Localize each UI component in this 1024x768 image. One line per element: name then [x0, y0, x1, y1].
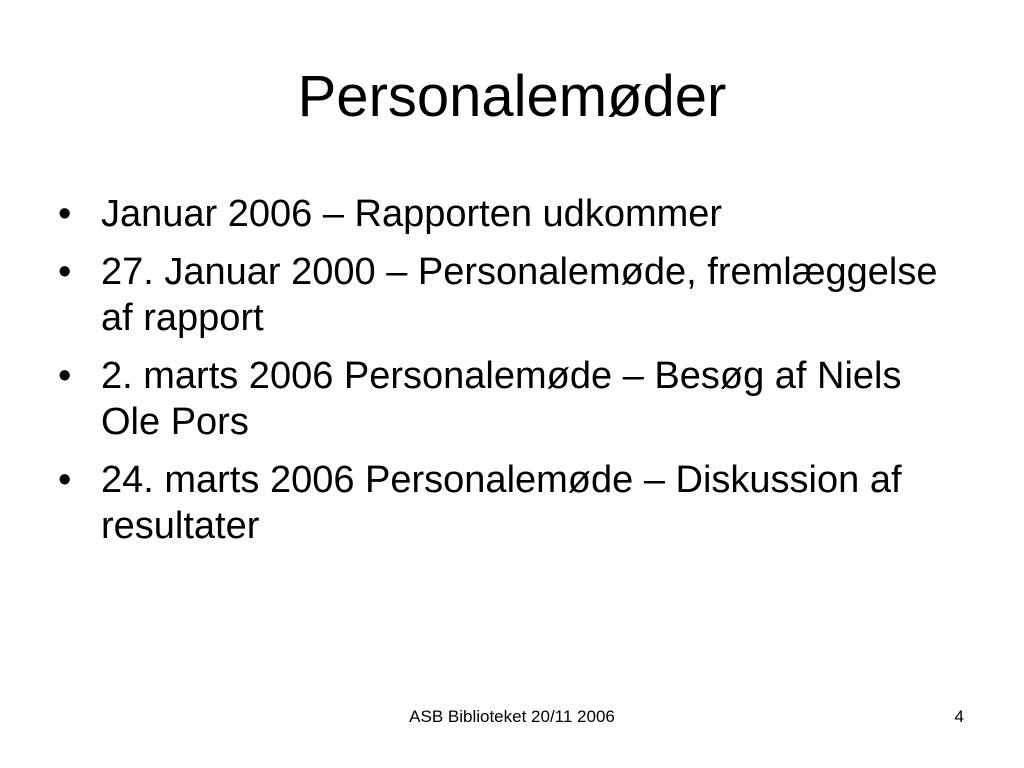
bullet-text: Januar 2006 – Rapporten udkommer — [101, 193, 723, 235]
bullet-item — [58, 191, 958, 237]
bullet-icon — [58, 191, 88, 237]
slide-title: Personalemøder — [297, 64, 727, 129]
bullet-item — [58, 457, 958, 549]
bullet-item — [58, 353, 958, 445]
bullet-text: 2. marts 2006 Personalemøde – Besøg af Niels Ole Pors — [101, 355, 902, 443]
bullet-text: 27. Januar 2000 – Personalemøde, fremlæggelse af rapport — [101, 251, 938, 339]
bullet-item — [58, 249, 958, 341]
bullet-list — [58, 191, 958, 561]
bullet-icon — [58, 353, 88, 399]
footer-text: ASB Biblioteket 20/11 2006 — [409, 707, 615, 726]
bullet-icon — [58, 249, 88, 295]
bullet-icon — [58, 457, 88, 503]
bullet-text: 24. marts 2006 Personalemøde – Diskussion af resultater — [101, 459, 902, 547]
page-number: 4 — [954, 707, 964, 726]
